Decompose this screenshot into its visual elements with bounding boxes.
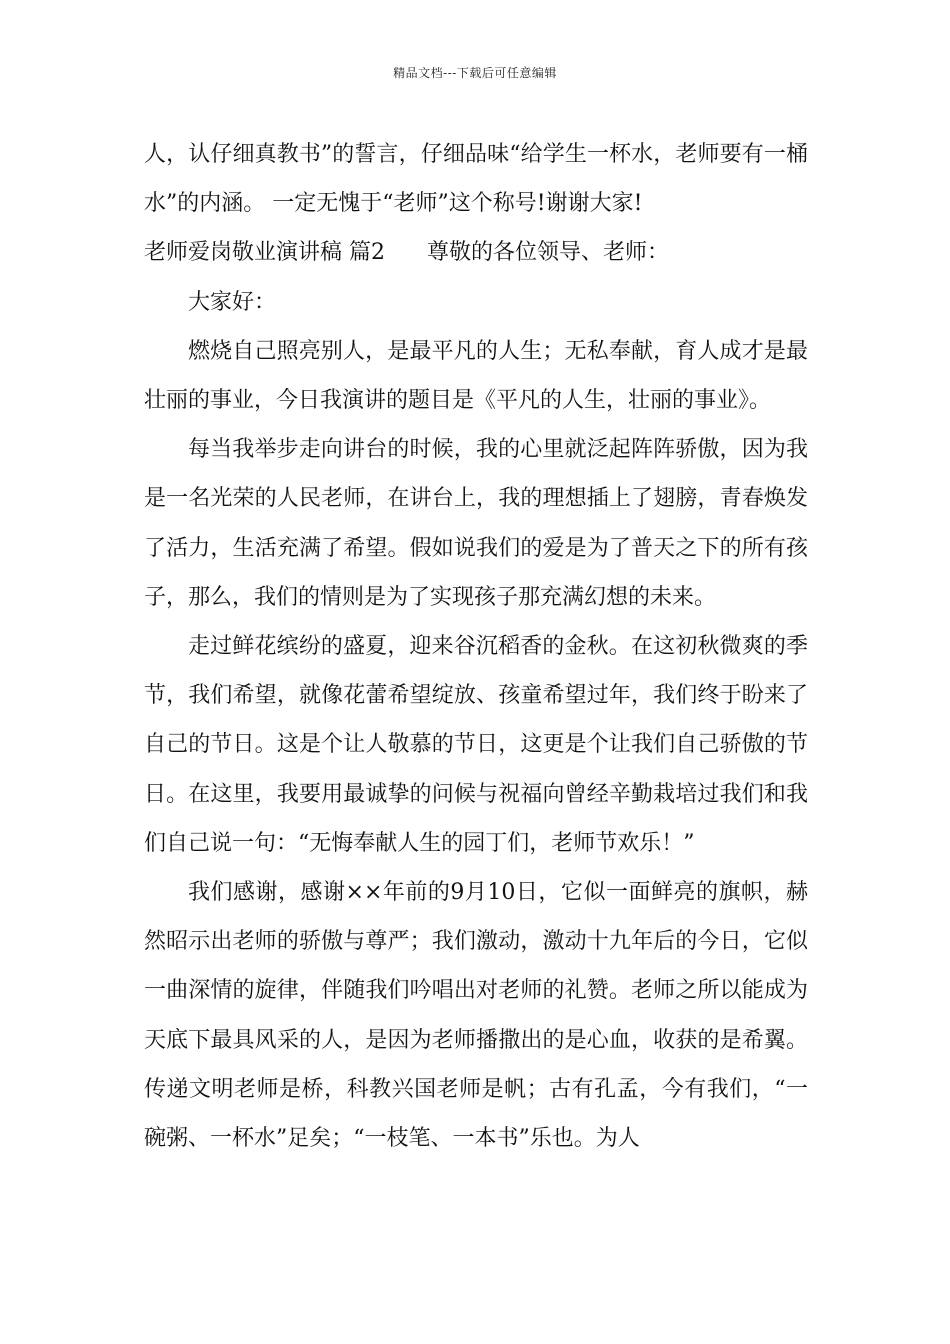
page-header: 精品文档---下载后可任意编辑 [393, 66, 557, 80]
paragraph-greeting: 大家好： [188, 289, 277, 315]
paragraph-podium: 每当我举步走向讲台的时候，我的心里就泛起阵阵骄傲，因为我是一名光荣的人民老师，在讲台上，我的理想插上了翅膀，青春焕发了活力，生活充满了希望。假如说我们的爱是为了普天之下的所有孩子，那么，我们的情则是为了实现孩子那充满幻想的未来。 [144, 437, 808, 610]
document-body [144, 130, 808, 1163]
paragraph-festival: 走过鲜花缤纷的盛夏，迎来谷沉稻香的金秋。在这初秋微爽的季节，我们希望，就像花蕾希望绽放、孩童希望过年，我们终于盼来了自己的节日。这是个让人敬慕的节日，这更是个让我们自己骄傲的节日。在这里，我要用最诚挚的问候与祝福向曾经辛勤栽培过我们和我们自己说一句：“无悔奉献人生的园丁们，老师节欢乐！” [144, 634, 808, 856]
paragraph-topic: 燃烧自己照亮别人，是最平凡的人生；无私奉献，育人成才是最壮丽的事业，今日我演讲的题目是《平凡的人生，壮丽的事业》。 [144, 338, 808, 414]
paragraph-closing: 人，认仔细真教书”的誓言，仔细品味“给学生一杯水，老师要有一桶水”的内涵。 一定无愧于“老师”这个称号!谢谢大家! [144, 142, 808, 217]
section-title-line: 老师爱岗敬业演讲稿 篇2 尊敬的各位领导、老师： [144, 240, 669, 266]
paragraph-gratitude: 我们感谢，感谢××年前的9月10日，它似一面鲜亮的旗帜，赫然昭示出老师的骄傲与尊严；我们激动，激动十九年后的今日，它似一曲深情的旋律，伴随我们吟唱出对老师的礼赞。老师之所以能成为天底下最具风采的人，是因为老师播撒出的是心血，收获的是希翼。传递文明老师是桥，科教兴国老师是帆；古有孔孟，今有我们，“一碗粥、一杯水”足矣；“一枝笔、一本书”乐也。为人 [144, 880, 808, 1152]
